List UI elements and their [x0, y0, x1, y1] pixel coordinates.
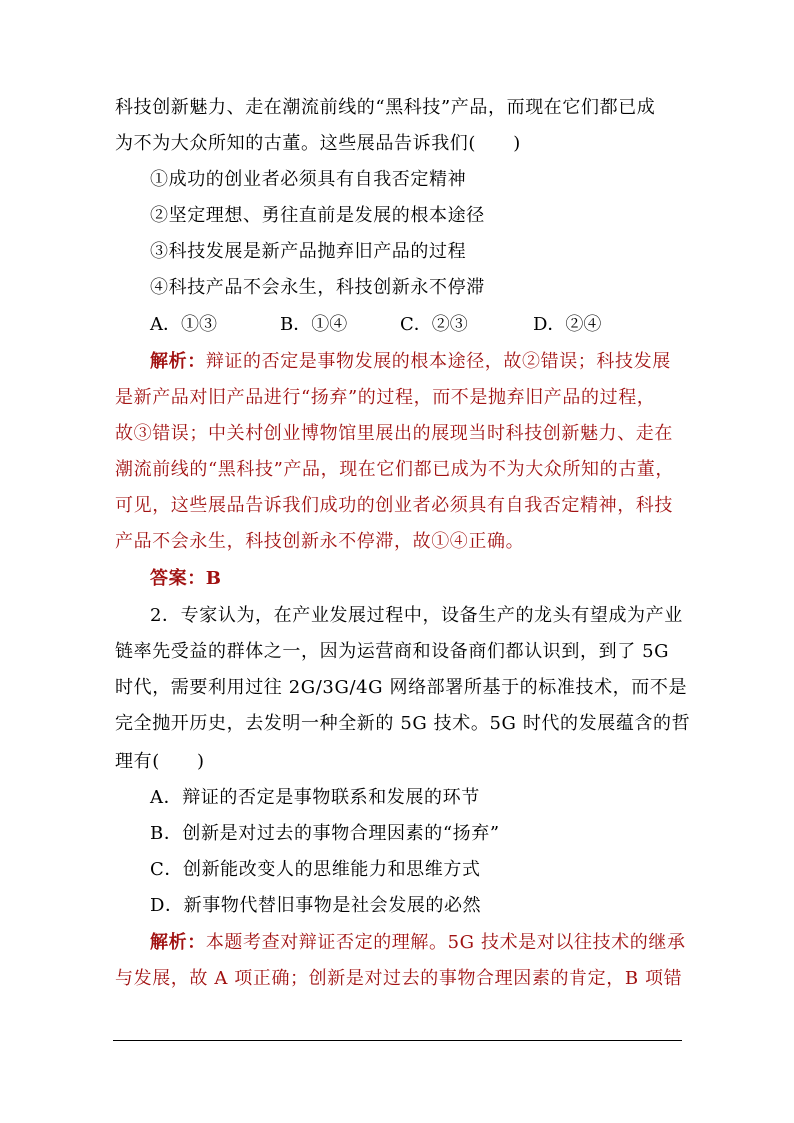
- q1-option-a: A．①③: [150, 314, 217, 335]
- q2-stem-line: 理有( ): [115, 751, 205, 772]
- footer-divider: [113, 1040, 682, 1041]
- q1-analysis-first-line: [150, 350, 671, 374]
- q2-option-d: D．新事物代替旧事物是社会发展的必然: [150, 895, 482, 916]
- q1-option-d: D．②④: [533, 314, 602, 335]
- q2-analysis-line: 与发展，故 A 项正确；创新是对过去的事物合理因素的肯定，B 项错: [115, 968, 683, 989]
- q1-stem-line: 为不为大众所知的古董。这些展品告诉我们( ): [115, 133, 521, 154]
- q1-statement: ④科技产品不会永生，科技创新永不停滞: [150, 277, 485, 298]
- q2-option-b: B．创新是对过去的事物合理因素的“扬弃”: [150, 823, 500, 844]
- q2-stem-line: 时代，需要利用过往 2G/3G/4G 网络部署所基于的标准技术，而不是: [115, 677, 688, 698]
- q2-option-c: C．创新能改变人的思维能力和思维方式: [150, 859, 481, 880]
- q1-analysis-label: 解析：: [150, 351, 206, 372]
- q1-statement: ②坚定理想、勇往直前是发展的根本途径: [150, 205, 485, 226]
- q1-analysis-text: 辩证的否定是事物发展的根本途径，故②错误；科技发展: [205, 351, 671, 372]
- q1-answer: 答案：B: [150, 568, 222, 589]
- q1-analysis-line: 潮流前线的“黑科技”产品，现在它们都已成为不为大众所知的古董，: [115, 459, 675, 480]
- q1-analysis-line: 是新产品对旧产品进行“扬弃”的过程，而不是抛弃旧产品的过程，: [115, 387, 656, 408]
- q1-analysis-line: 产品不会永生，科技创新永不停滞，故①④正确。: [115, 531, 525, 552]
- q2-stem-line: 完全抛开历史，去发明一种全新的 5G 技术。5G 时代的发展蕴含的哲: [115, 713, 691, 734]
- q2-stem-line: 链率先受益的群体之一，因为运营商和设备商们都认识到，到了 5G: [115, 641, 670, 662]
- q1-option-b: B．①④: [280, 314, 348, 335]
- q1-analysis-line: 故③错误；中关村创业博物馆里展出的展现当时科技创新魅力、走在: [115, 423, 673, 444]
- q2-option-a: A．辩证的否定是事物联系和发展的环节: [150, 787, 480, 808]
- q1-analysis-line: 可见，这些展品告诉我们成功的创业者必须具有自我否定精神，科技: [115, 495, 673, 516]
- q2-stem-line: 2．专家认为，在产业发展过程中，设备生产的龙头有望成为产业: [150, 605, 683, 626]
- q1-stem-line: 科技创新魅力、走在潮流前线的“黑科技”产品，而现在它们都已成: [115, 97, 656, 118]
- q1-option-c: C．②③: [400, 314, 468, 335]
- q2-analysis-first-line: [150, 931, 686, 955]
- q1-statement: ①成功的创业者必须具有自我否定精神: [150, 169, 467, 190]
- q1-statement: ③科技发展是新产品抛弃旧产品的过程: [150, 241, 467, 262]
- q2-analysis-text: 本题考查对辩证否定的理解。5G 技术是对以往技术的继承: [205, 932, 686, 953]
- q2-analysis-label: 解析：: [150, 932, 206, 953]
